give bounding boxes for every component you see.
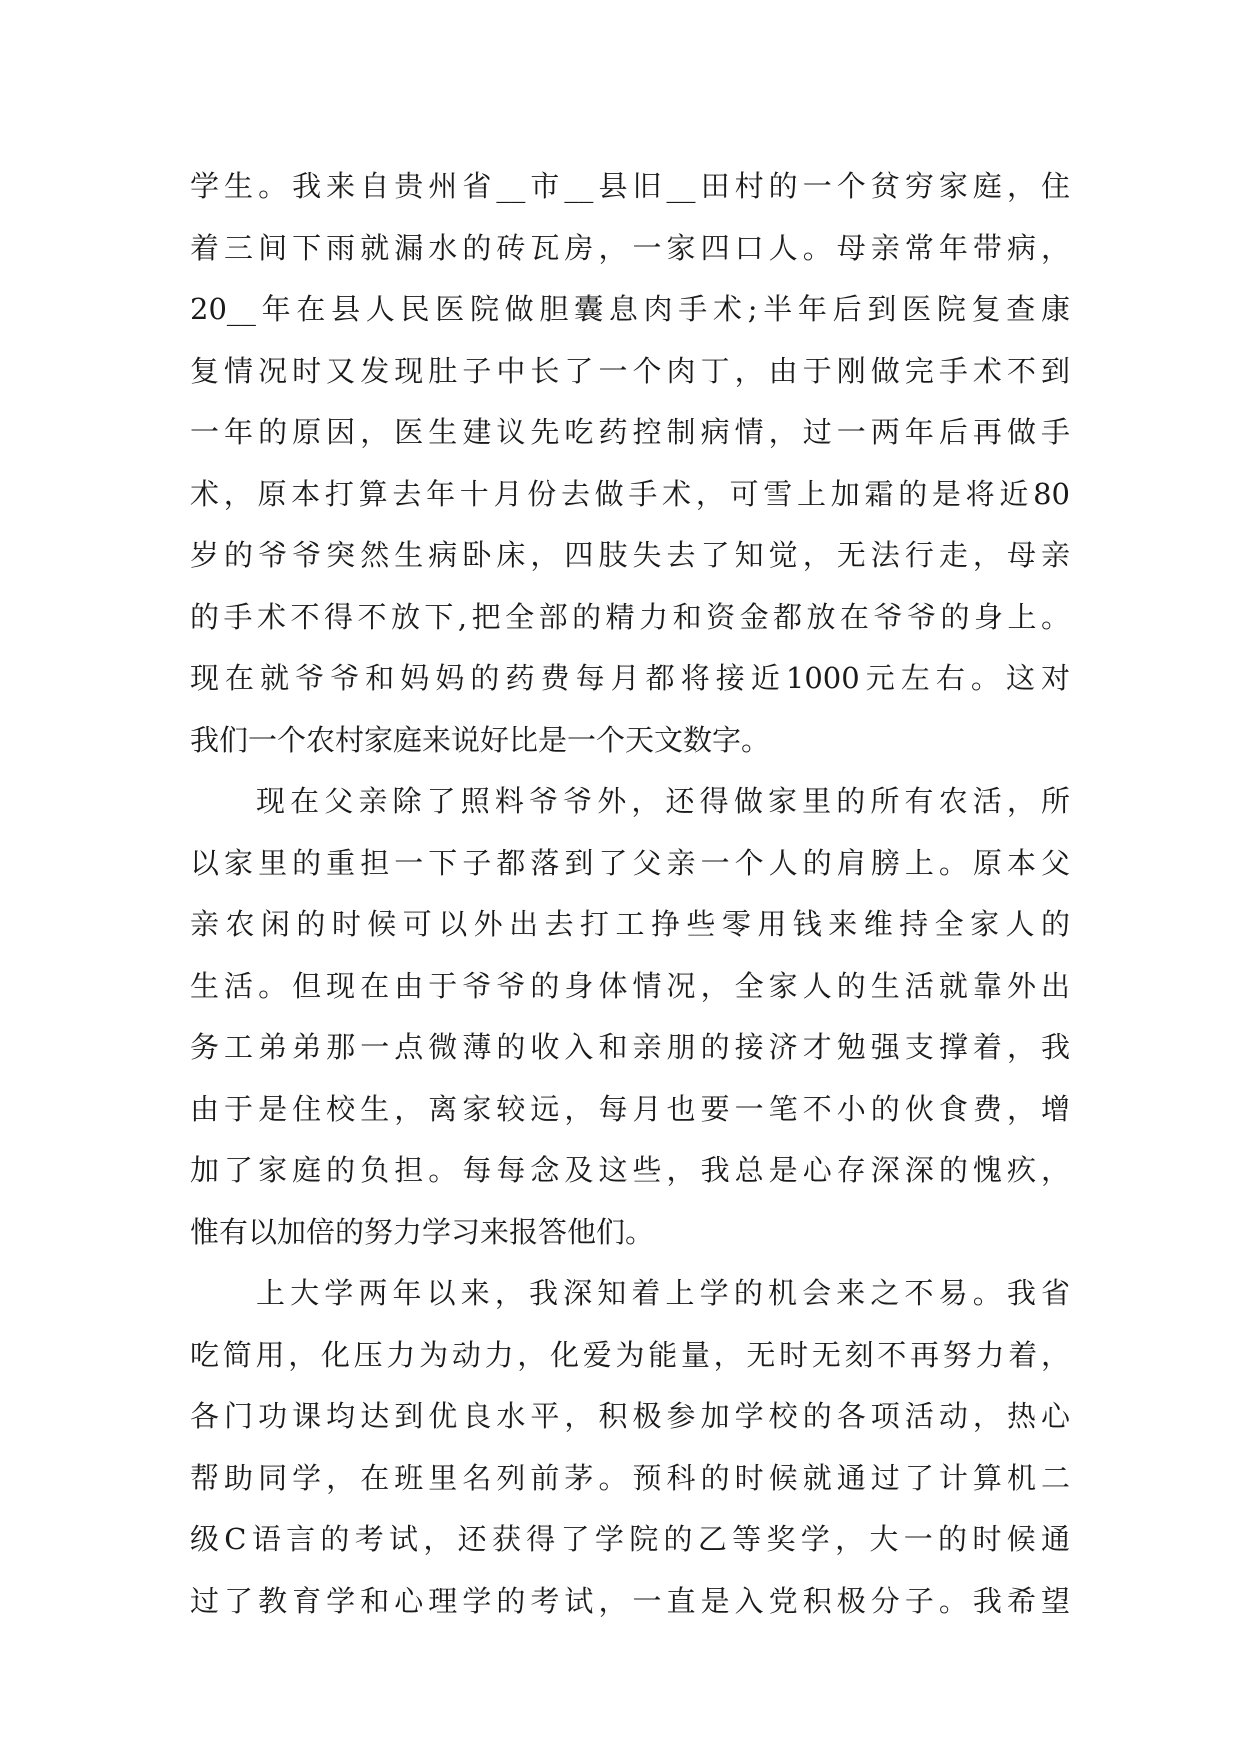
text-line: 各门功课均达到优良水平，积极参加学校的各项活动，热心 [190, 1399, 1070, 1433]
text-line: 生活。但现在由于爷爷的身体情况，全家人的生活就靠外出 [190, 968, 1070, 1003]
text-line: 惟有以加倍的努力学习来报答他们。 [190, 1214, 655, 1249]
text-line: 亲农闲的时候可以外出去打工挣些零用钱来维持全家人的 [190, 907, 1070, 941]
text-line: 复情况时又发现肚子中长了一个肉丁，由于刚做完手术不到 [190, 353, 1070, 388]
text-line: 由于是住校生，离家较远，每月也要一笔不小的伙食费，增 [190, 1091, 1070, 1126]
text-line: 术，原本打算去年十月份去做手术，可雪上加霜的是将近80 [190, 476, 1070, 511]
text-line: 现在父亲除了照料爷爷外，还得做家里的所有农活，所 [256, 784, 1070, 818]
text-line: 的手术不得不放下,把全部的精力和资金都放在爷爷的身上。 [190, 599, 1070, 634]
text-line: 一年的原因，医生建议先吃药控制病情，过一两年后再做手 [190, 415, 1070, 449]
text-line: 加了家庭的负担。每每念及这些，我总是心存深深的愧疚， [190, 1153, 1070, 1187]
text-line: 过了教育学和心理学的考试，一直是入党积极分子。我希望 [190, 1583, 1070, 1618]
text-line: 务工弟弟那一点微薄的收入和亲朋的接济才勉强支撑着，我 [190, 1030, 1070, 1064]
text-line: 以家里的重担一下子都落到了父亲一个人的肩膀上。原本父 [190, 845, 1070, 880]
text-line: 吃简用，化压力为动力，化爱为能量，无时无刻不再努力着， [190, 1337, 1070, 1372]
text-line: 级C语言的考试，还获得了学院的乙等奖学，大一的时候通 [190, 1522, 1070, 1556]
text-line: 着三间下雨就漏水的砖瓦房，一家四口人。母亲常年带病， [190, 230, 1070, 265]
text-line: 20__年在县人民医院做胆囊息肉手术;半年后到医院复查康 [190, 292, 1070, 326]
text-line: 帮助同学，在班里名列前茅。预科的时候就通过了计算机二 [190, 1460, 1070, 1495]
text-line: 学生。我来自贵州省__市__县旧__田村的一个贫穷家庭，住 [190, 169, 1070, 203]
body-text [190, 166, 1070, 1642]
text-line: 岁的爷爷突然生病卧床，四肢失去了知觉，无法行走，母亲 [190, 538, 1070, 572]
text-line: 我们一个农村家庭来说好比是一个天文数字。 [190, 722, 771, 757]
text-line: 上大学两年以来，我深知着上学的机会来之不易。我省 [256, 1276, 1070, 1310]
text-line: 现在就爷爷和妈妈的药费每月都将接近1000元左右。这对 [190, 661, 1070, 695]
